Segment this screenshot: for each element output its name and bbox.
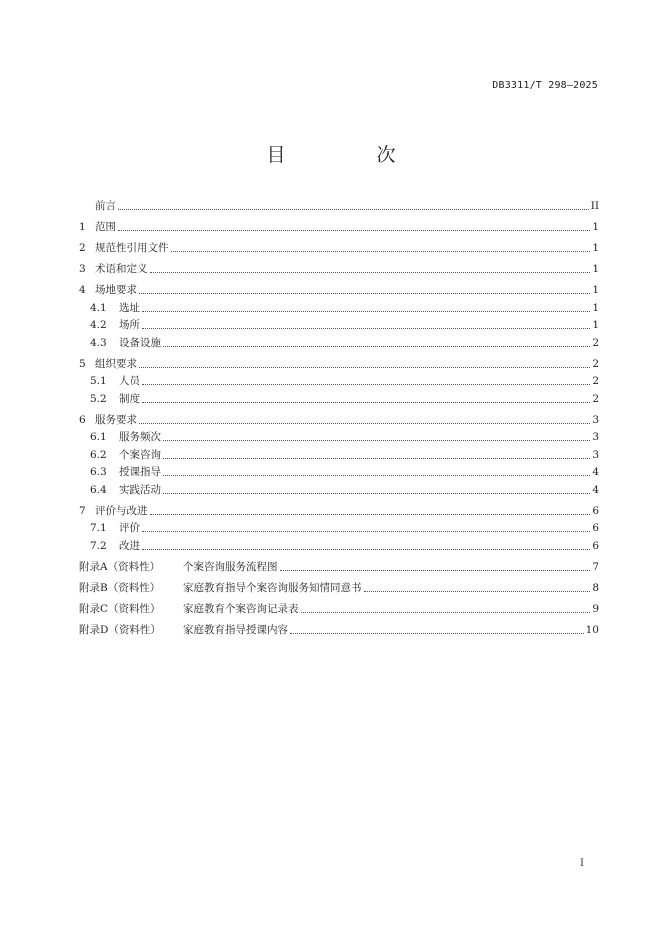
toc-entry-page: 1 <box>592 242 599 254</box>
toc-entry[interactable] <box>79 221 599 233</box>
toc-entry-label: 选址 <box>119 301 140 314</box>
dot-leader <box>280 570 591 571</box>
toc-entry-label: 前言 <box>95 200 116 212</box>
toc-entry[interactable] <box>79 263 599 275</box>
document-code: DB3311/T 298—2025 <box>492 80 598 91</box>
toc-entry-number: 4.3 <box>90 336 107 349</box>
toc-entry-number: 附录A（资料性） <box>79 560 161 573</box>
toc-entry-number: 4.1 <box>90 301 107 314</box>
dot-leader <box>118 230 590 231</box>
toc-entry-page: 1 <box>592 284 599 296</box>
dot-leader <box>139 293 590 294</box>
toc-entry-label: 个案咨询服务流程图 <box>183 560 278 573</box>
toc-entry-label: 家庭教育指导授课内容 <box>183 623 288 636</box>
toc-entry-number: 4.2 <box>90 319 107 331</box>
toc-entry-number: 2 <box>79 242 86 254</box>
toc-entry[interactable] <box>79 522 599 534</box>
dot-leader <box>301 612 591 613</box>
toc-entry[interactable] <box>79 200 599 212</box>
toc-entry-page: 2 <box>592 392 599 405</box>
dot-leader <box>118 209 589 210</box>
toc-entry[interactable] <box>79 505 599 517</box>
toc-entry-label: 设备设施 <box>119 336 161 349</box>
toc-entry-page: II <box>590 200 599 212</box>
toc-entry-page: 1 <box>592 301 599 314</box>
toc-entry-number: 5.1 <box>90 375 107 387</box>
toc-entry-label: 个案咨询 <box>119 448 161 461</box>
toc-entry-label: 范围 <box>95 221 116 233</box>
toc-entry-page: 4 <box>592 483 599 496</box>
toc-entry-label: 家庭教育个案咨询记录表 <box>183 602 299 615</box>
toc-entry[interactable] <box>79 484 599 496</box>
dot-leader <box>139 423 590 424</box>
toc-entry-page: 1 <box>592 263 599 275</box>
dot-leader <box>163 440 590 441</box>
toc-entry[interactable] <box>79 561 599 573</box>
toc-entry[interactable] <box>79 375 599 387</box>
toc-entry[interactable] <box>79 582 599 594</box>
toc-entry-page: 1 <box>592 221 599 233</box>
toc-entry[interactable] <box>79 540 599 552</box>
dot-leader <box>142 402 590 403</box>
dot-leader <box>139 367 590 368</box>
toc-entry-page: 3 <box>592 431 599 443</box>
toc-entry-page: 6 <box>592 504 599 517</box>
toc-entry[interactable] <box>79 302 599 314</box>
dot-leader <box>163 475 590 476</box>
toc-entry-label: 服务要求 <box>95 413 137 426</box>
toc-entry[interactable] <box>79 624 599 636</box>
toc-entry-page: 2 <box>592 336 599 349</box>
dot-leader <box>142 384 590 385</box>
toc-entry-page: 8 <box>592 581 599 594</box>
toc-entry-number: 3 <box>79 263 86 275</box>
toc-entry[interactable] <box>79 337 599 349</box>
dot-leader <box>142 328 590 329</box>
toc-entry-page: 7 <box>592 560 599 573</box>
toc-entry[interactable] <box>79 431 599 443</box>
dot-leader <box>163 493 590 494</box>
toc-entry-label: 组织要求 <box>95 357 137 370</box>
toc-entry-page: 10 <box>585 623 599 636</box>
toc-entry-label: 场所 <box>119 319 140 331</box>
toc-entry-number: 6 <box>79 413 86 426</box>
toc-entry[interactable] <box>79 319 599 331</box>
dot-leader <box>142 549 590 550</box>
toc-entry-label: 术语和定义 <box>95 263 148 275</box>
toc-entry[interactable] <box>79 603 599 615</box>
toc-entry-number: 6.1 <box>90 431 107 443</box>
toc-entry-page: 2 <box>592 375 599 387</box>
dot-leader <box>171 251 591 252</box>
toc-entry-page: 2 <box>592 357 599 370</box>
toc-entry-label: 场地要求 <box>95 284 137 296</box>
dot-leader <box>142 531 590 532</box>
page-title: 目 次 <box>266 144 432 166</box>
dot-leader <box>150 272 591 273</box>
toc-entry-page: 6 <box>592 522 599 534</box>
toc-entry-number: 6.2 <box>90 448 107 461</box>
toc-entry-page: 3 <box>592 448 599 461</box>
dot-leader <box>163 458 590 459</box>
toc-entry[interactable] <box>79 393 599 405</box>
toc-entry-page: 1 <box>592 319 599 331</box>
toc-entry[interactable] <box>79 466 599 478</box>
dot-leader <box>290 633 584 634</box>
toc-entry-number: 7 <box>79 504 86 517</box>
toc-entry-number: 7.2 <box>90 539 107 552</box>
table-of-contents <box>79 200 599 636</box>
toc-entry-label: 评价与改进 <box>95 504 148 517</box>
toc-entry[interactable] <box>79 449 599 461</box>
toc-entry-number: 4 <box>79 284 86 296</box>
toc-entry-number: 附录B（资料性） <box>79 581 161 594</box>
page-number: I <box>580 858 584 869</box>
toc-entry[interactable] <box>79 242 599 254</box>
toc-entry-label: 制度 <box>119 392 140 405</box>
dot-leader <box>163 346 590 347</box>
toc-entry-number: 6.3 <box>90 466 107 478</box>
toc-entry-label: 改进 <box>119 539 140 552</box>
toc-entry-number: 5 <box>79 357 86 370</box>
toc-entry-page: 4 <box>592 466 599 478</box>
toc-entry[interactable] <box>79 414 599 426</box>
toc-entry-label: 实践活动 <box>119 483 161 496</box>
toc-entry-number: 附录D（资料性） <box>79 623 161 636</box>
toc-entry-page: 9 <box>592 602 599 615</box>
dot-leader <box>364 591 591 592</box>
toc-entry-number: 7.1 <box>90 522 107 534</box>
dot-leader <box>142 311 590 312</box>
dot-leader <box>150 514 591 515</box>
toc-entry-label: 评价 <box>119 522 140 534</box>
toc-entry-label: 人员 <box>119 375 140 387</box>
toc-entry-label: 授课指导 <box>119 466 161 478</box>
toc-entry-label: 规范性引用文件 <box>95 242 169 254</box>
toc-entry-number: 5.2 <box>90 392 107 405</box>
toc-entry-number: 1 <box>79 221 86 233</box>
toc-entry[interactable] <box>79 284 599 296</box>
toc-entry-label: 服务频次 <box>119 431 161 443</box>
toc-entry-label: 家庭教育指导个案咨询服务知情同意书 <box>183 581 362 594</box>
toc-entry-page: 6 <box>592 539 599 552</box>
toc-entry-page: 3 <box>592 413 599 426</box>
toc-entry-number: 附录C（资料性） <box>79 602 161 615</box>
toc-entry[interactable] <box>79 358 599 370</box>
toc-entry-number: 6.4 <box>90 483 107 496</box>
